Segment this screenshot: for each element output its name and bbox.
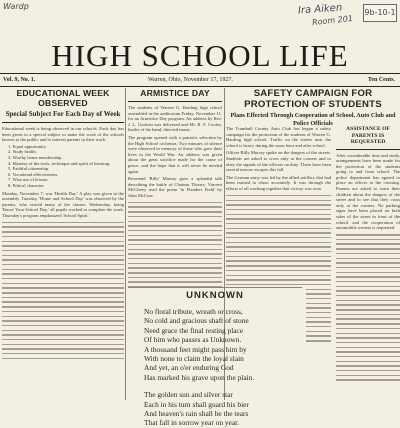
faded-text-lines (128, 202, 222, 292)
article-body-armistice-1: The students of Warren G. Harding high school assembled in the auditorium Friday, November 11, for an Armistice Day program. An address by Rev. J. L. Godwin was delivered and Mr. R. F. Cooley, leader of the band, directed music. (128, 105, 222, 133)
article-body-educational: Monday, November 7, was 'Health Day.' A play was given in the assembly. Tuesday, 'Home and School Day' was observed by the parents, who visited many of the classes. Wednesday, being 'Know Your School Day,' all pupils worked to complete the work. Thursday's program emphasized 'School Spirit.' (2, 190, 124, 218)
list-item: 2. Study health. (8, 149, 37, 155)
poem-line: And heaven's rain shall be the tears (144, 409, 249, 419)
poem-line: Need grace the final resting place (144, 325, 244, 335)
poem-line: A thousand feet might pass him by (144, 344, 247, 354)
poem-title: UNKNOWN (186, 290, 244, 301)
article-headline-armistice: ARMISTICE DAY (140, 88, 210, 98)
poem-body (144, 307, 302, 428)
article-intro-educational: Educational week is being observed in our schools. Each day has been given to a special subject to make the work of the schools known to the public and to interest parents in their work. (2, 126, 124, 143)
poem-line: No floral tribute, wreath or cross, (144, 307, 243, 316)
poem-line: That fall in sorrow year on year. (144, 418, 240, 428)
article-body-safety-1: The Trumbull County Auto Club has begun a safety campaign for the protection of the students of Warren G. Harding high school. Traffic on the streets near the school is heavy during the noon hour and after school. (226, 126, 331, 148)
poem-stanza-break (144, 382, 302, 390)
handwritten-note-top-left: Wardp (3, 2, 29, 11)
divider (336, 149, 400, 150)
article-body-armistice-3: Reverend 'Billy' Murray gave a splendid talk describing the battle of Chateau Thierry. Vincent McCleery read the poem 'In Flanders Field' by John McCrae. (128, 176, 222, 198)
poem-line: Of him who passes as Unknown. (144, 335, 242, 345)
handwritten-name: Ira Aiken (297, 2, 343, 17)
poem-line: The golden sun and silver star (144, 390, 233, 400)
masthead-title: HIGH SCHOOL LIFE (51, 38, 349, 73)
article-headline-educational: EDUCATIONAL WEEK OBSERVED (16, 88, 110, 108)
divider (2, 122, 124, 123)
issue-place-date: Warren, Ohio, November 17, 1927. (148, 77, 233, 83)
list-item: 6. Vocational effectiveness. (8, 171, 59, 177)
column-educational-week (2, 88, 124, 400)
poem-line: Has marked his grave upon the plain. (144, 372, 255, 382)
handwritten-catalog-badge: 9b-10-1 (363, 4, 397, 22)
list-item: 7. Wise use of leisure. (8, 177, 49, 183)
poem-top-rule (128, 287, 302, 288)
list-item: 5. Faithful citizenship. (8, 166, 50, 172)
parents-article (336, 124, 400, 384)
divider (128, 101, 222, 102)
poem-line: No cold and gracious shaft of stone (144, 316, 249, 326)
issue-line (0, 73, 400, 87)
list-item: 3. Worthy home membership. (8, 154, 63, 160)
list-item: 8. Ethical character. (8, 182, 45, 188)
poem-line: Each in his turn shall guard his bier (144, 399, 249, 409)
faded-text-lines (336, 234, 400, 381)
list-item: 1. Equal opportunity. (8, 143, 47, 149)
article-subhead-educational: Special Subject For Each Day of Week (5, 110, 121, 118)
educational-topic-list (8, 144, 124, 189)
article-body-armistice-2: The program opened with a patriotic selection by the High School orchestra. Two minutes of silence were observed in memory of those who gave their lives in the World War. An address was given about the great sacrifice made for the cause of peace, and the hope that it will never be needed again. (128, 134, 222, 174)
handwritten-room: Room 201 (311, 13, 354, 28)
article-body-safety-3: The German army was led by the allied artillery that had been trained to shoot accurately. It was through the efforts of all working together that victory was won. (226, 174, 331, 191)
article-headline-parents: ASSISTANCE OF PARENTS IS REQUESTED (346, 126, 390, 145)
article-subhead-safety: Plans Effected Through Cooperation of School, Auto Club and Police Officials (230, 112, 396, 127)
column-divider-1 (125, 88, 126, 400)
poem-line: With none to claim the loyal slain (144, 354, 244, 364)
faded-text-lines (2, 222, 124, 359)
article-body-parents: After considerable time and study, arrangements have been made for the protection of the students going to and from school. The police department has agreed to place an officer at the crossing. Parents are asked to warn their children about the dangers of the street and to see that they cross only at the corners. No parking signs have been placed on both sides of the street in front of the school, and the cooperation of automobile owners is requested. (336, 152, 400, 231)
article-headline-safety: SAFETY CAMPAIGN FOR PROTECTION OF STUDENTS (244, 88, 382, 110)
issue-volume: Vol. 9, No. 1. (3, 77, 36, 83)
poem-line: And yet, an o'er enduring God (144, 363, 234, 373)
list-item: 4. Mastery of the tools, technique and spirit of learning. (8, 160, 111, 166)
article-body-safety-2: Officer Billy Murray spoke on the dangers of the streets. Students are asked to cross only at the corners and to obey the signals of the officers on duty. There have been several narrow escapes this fall. (226, 150, 331, 173)
poem-unknown (128, 290, 302, 428)
issue-price: Ten Cents. (367, 77, 395, 83)
